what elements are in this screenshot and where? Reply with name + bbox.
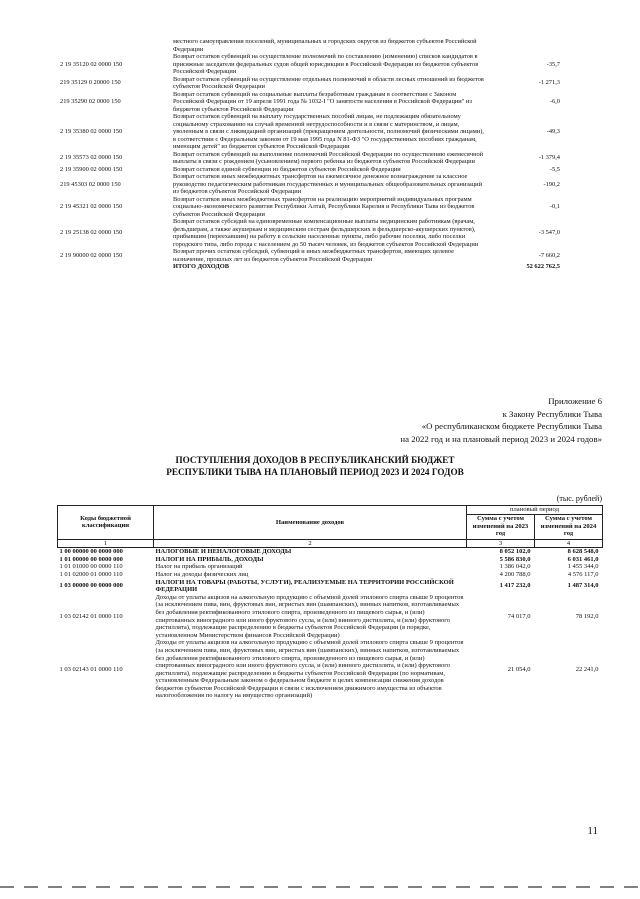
table-header-row	[58, 506, 603, 515]
header-codes: Коды бюджетной классификации	[58, 506, 154, 540]
row-name: Возврат остатков субвенций на осуществление полномочий по составлению (изменению) списков кандидатов в присяжные заседатели федеральных судов общей юрисдикции в Российской Федерации из бюджетов субъектов Российской Федерации	[173, 53, 479, 75]
row-name: Возврат остатков субвенций на осуществление отдельных полномочий в области лесных отношений из бюджетов субъектов Российской Федерации	[173, 75, 484, 90]
appendix-line: «О республиканском бюджете Республики Тыва	[421, 421, 602, 432]
row-value: -0,1	[549, 203, 560, 210]
row-value: -1 379,4	[538, 154, 560, 162]
row-code: 2 19 35573 02 0000 150	[60, 154, 123, 162]
row-value: -49,3	[546, 128, 560, 135]
table-row	[58, 571, 603, 579]
row-code: 219 35129 0 20000 150	[60, 79, 121, 87]
table-row	[58, 594, 603, 640]
row-code: 1 03 02143 01 0000 110	[59, 665, 123, 673]
appendix-line: на 2022 год и на плановый период 2023 и 2024 годов»	[400, 433, 602, 444]
row-name: Доходы от уплаты акцизов на алкогольную продукцию с объемной долей этилового спирта свыше 9 процентов (за исключением пива, вин, фруктовых вин, игристых вин (шампанских), винных напитков, изготавливаемых без добавления ректификованного этилового спирта, произведенного из пищевого сырья, и (или) спиртованных виноградного или иного фруктового сусла, и (или) винного дистиллята, и (или) фруктового дистиллята), подлежащие распределению в бюджеты субъектов Российской Федерации (по нормативам, установленным Федеральным законом о федеральном бюджете в целях компенсации снижения доходов бюджетов субъектов Российской Федерации в связи с исключением движимого имущества из объектов налогообложения по налогу на имущество организаций)	[155, 639, 464, 700]
row-value-2023: 1 417 232,0	[499, 582, 531, 590]
table-row	[58, 548, 603, 556]
table-row	[58, 639, 603, 700]
row-name: Возврат остатков субвенций на выплату государственных пособий лицам, не подлежащим обязательному социальному страхованию на случай временной нетрудоспособности и в связи с материнством, и лицам, уволенным в связи с ликвидацией организаций (прекращением деятельности, полномочий физическими лицами), в соответствии с Федеральным законом от 19 мая 1995 года N 81-ФЗ "О государственных пособиях гражданам, имеющим детей" из бюджетов субъектов Российской Федерации	[173, 113, 484, 150]
prior-revenue-table	[60, 38, 560, 271]
table-row	[58, 579, 603, 594]
column-index: 1	[58, 539, 154, 548]
row-value-2023: 74 017,0	[507, 612, 531, 620]
row-value-2024: 4 576 117,0	[567, 570, 599, 578]
row-code: 1 01 02000 01 0000 110	[59, 570, 123, 578]
appendix-line: к Закону Республики Тыва	[502, 408, 602, 419]
header-name: Наименование доходов	[154, 506, 467, 540]
page-number: 11	[587, 825, 598, 837]
header-2023: Сумма с учетом изменений на 2023 год	[467, 514, 535, 539]
table-row	[60, 53, 560, 76]
total-value: 52 622 762,5	[526, 263, 560, 270]
row-name: Возврат остатков иных межбюджетных трансфертов на ежемесячное денежное вознаграждение за классное руководство педагогическим работникам государственных и муниципальных общеобразовательных организаций из бюджетов субъектов Российской Федерации	[173, 173, 482, 195]
scan-edge-dashes	[0, 884, 640, 890]
unit-label: (тыс. рублей)	[556, 494, 602, 503]
table-row	[60, 91, 560, 114]
table-row	[60, 248, 560, 263]
row-value: -1 271,3	[538, 79, 560, 87]
table-row	[60, 173, 560, 196]
appendix-line: Приложение 6	[548, 396, 602, 406]
row-name: НАЛОГИ НА ТОВАРЫ (РАБОТЫ, УСЛУГИ), РЕАЛИЗУЕМЫЕ НА ТЕРРИТОРИИ РОССИЙСКОЙ ФЕДЕРАЦИИ	[155, 578, 454, 594]
row-name: Доходы от уплаты акцизов на алкогольную продукцию с объемной долей этилового спирта свыше 9 процентов (за исключением пива, вин, фруктовых вин, игристых вин (шампанских), винных напитков, изготавливаемых без добавления ректификованного этилового спирта, произведенного из пищевого сырья, и (или) спиртованных виноградного или иного фруктового сусла, и (или) винного дистиллята, и (или) фруктового дистиллята), подлежащие распределению в бюджеты субъектов Российской Федерации (в порядке, установленном Министерством финансов Российской Федерации)	[155, 593, 464, 639]
row-value-2024: 6 031 461,0	[567, 555, 599, 563]
table-row	[58, 556, 603, 564]
row-value: -7 660,2	[538, 251, 560, 259]
row-value-2024: 78 192,0	[575, 612, 599, 620]
row-name: НАЛОГИ НА ПРИБЫЛЬ, ДОХОДЫ	[155, 555, 264, 563]
row-value: -190,2	[543, 180, 560, 188]
row-name: местного самоуправления поселений, муниципальных и городских округов из бюджетов субъектов Российской Федерации	[173, 38, 477, 53]
row-name: Возврат остатков субвенций на социальные выплаты безработным гражданам в соответствии с Законом Российской Федерации от 19 апреля 1991 года № 1032-I "О занятости населения в Российской Федерации" из бюджетов субъектов Российской Федерации	[173, 90, 472, 113]
page-title	[80, 454, 550, 478]
row-value-2024: 1 455 344,0	[567, 563, 599, 571]
row-value-2024: 8 628 548,0	[567, 548, 599, 556]
row-code: 2 19 35900 02 0000 150	[60, 165, 123, 173]
row-value: -5,5	[549, 165, 560, 173]
row-value-2024: 22 241,0	[575, 665, 599, 673]
table-row	[58, 563, 603, 571]
row-name: НАЛОГОВЫЕ И НЕНАЛОГОВЫЕ ДОХОДЫ	[155, 548, 292, 556]
row-code: 1 03 00000 00 0000 000	[59, 582, 123, 590]
table-row	[60, 76, 560, 91]
row-code: 2 19 90000 02 0000 150	[60, 251, 123, 259]
row-value-2023: 21 054,0	[507, 665, 531, 673]
row-code: 219 35290 02 0000 150	[60, 98, 121, 105]
row-name: Возврат остатков субсидий на единовременные компенсационные выплаты медицинским работникам (врачам, фельдшерам, а также акушеркам и медицинским сестрам фельдшерских и фельдшерско-акушерских пунктов), прибывшим (переехавшим) на работу в сельские населенные пункты, либо рабочие поселки, либо поселки городского типа, либо города с населением до 50 тысяч человек, из бюджетов субъектов Российской Федерации	[173, 218, 479, 248]
row-name: Возврат остатков иных межбюджетных трансфертов на реализацию мероприятий индивидуальных программ социально-экономического развития Республики Алтай, Республики Карелия и Республики Тыва из бюджетов субъектов Российской Федерации	[173, 195, 475, 218]
table-row	[60, 38, 560, 53]
row-code: 1 03 02142 01 0000 110	[59, 612, 123, 620]
column-index: 4	[535, 539, 603, 548]
row-code: 2 19 35120 02 0000 150	[60, 60, 123, 68]
row-value: -35,7	[546, 60, 560, 68]
row-value: -6,0	[549, 98, 560, 105]
row-code: 1 00 00000 00 0000 000	[59, 548, 123, 556]
row-name: Возврат прочих остатков субсидий, субвенций и иных межбюджетных трансфертов, имеющих целевое назначение, прошлых лет из бюджетов субъектов Российской Федерации	[173, 248, 454, 263]
row-code: 1 01 00000 00 0000 000	[59, 555, 123, 563]
row-value-2023: 1 386 042,0	[499, 563, 531, 571]
row-name: Возврат остатков субвенций на выполнение полномочий Российской Федерации по осуществлению ежемесячной выплаты в связи с рождением (усыновлением) первого ребенка из бюджетов субъектов Российской Федерации	[173, 150, 484, 165]
table-row	[60, 113, 560, 151]
row-code: 2 19 45321 02 0000 150	[60, 203, 123, 210]
total-label: ИТОГО ДОХОДОВ	[173, 263, 230, 270]
table-row	[60, 166, 560, 174]
title-line: ПОСТУПЛЕНИЯ ДОХОДОВ В РЕСПУБЛИКАНСКИЙ БЮДЖЕТ	[175, 455, 455, 465]
table-row	[60, 151, 560, 166]
row-code: 2 19 35380 02 0000 150	[60, 128, 123, 135]
row-code: 219 45303 02 0000 150	[60, 180, 121, 188]
row-name: Налог на прибыль организаций	[155, 563, 243, 571]
revenue-forecast-table	[57, 505, 603, 700]
total-row	[60, 263, 560, 271]
row-name: Возврат остатков единой субвенции из бюджетов субъектов Российской Федерации	[173, 165, 401, 173]
column-index-row	[58, 539, 603, 548]
row-value-2023: 5 586 830,0	[499, 555, 531, 563]
table-row	[60, 196, 560, 219]
row-value-2023: 8 052 102,0	[499, 548, 531, 556]
table-row	[60, 218, 560, 248]
column-index: 3	[467, 539, 535, 548]
column-index: 2	[154, 539, 467, 548]
row-name: Налог на доходы физических лиц	[155, 570, 249, 578]
appendix-note	[400, 395, 602, 445]
row-value-2024: 1 487 314,0	[567, 582, 599, 590]
row-value: -3 547,0	[538, 229, 560, 237]
header-2024: Сумма с учетом изменений на 2024 год	[535, 514, 603, 539]
title-line: РЕСПУБЛИКИ ТЫВА НА ПЛАНОВЫЙ ПЕРИОД 2023 И 2024 ГОДОВ	[166, 467, 464, 477]
row-code: 1 01 01000 00 0000 110	[59, 563, 123, 571]
row-value-2023: 4 200 788,0	[499, 570, 531, 578]
row-code: 2 19 25138 02 0000 150	[60, 229, 123, 237]
header-period: плановый период	[467, 506, 603, 515]
